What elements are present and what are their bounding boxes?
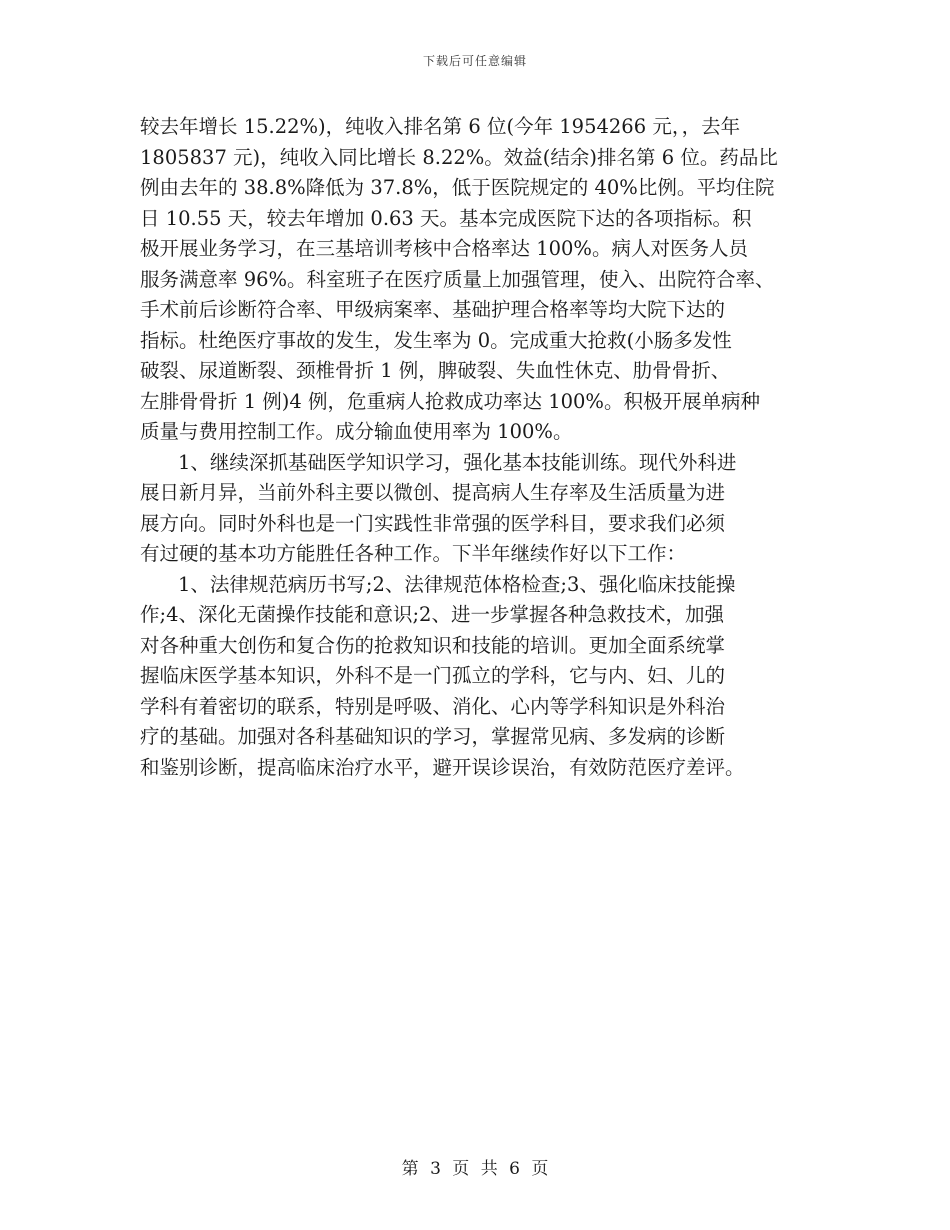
body-line: 手术前后诊断符合率、甲级病案率、基础护理合格率等均大院下达的 — [140, 298, 726, 321]
body-line: 例由去年的 38.8%降低为 37.8%，低于医院规定的 40%比例。平均住院 — [140, 176, 775, 199]
body-line: 日 10.55 天，较去年增加 0.63 天。基本完成医院下达的各项指标。积 — [140, 206, 752, 230]
body-line: 握临床医学基本知识，外科不是一门孤立的学科，它与内、妇、儿的 — [140, 664, 726, 687]
paragraph-start-line: 1、继续深抓基础医学知识学习，强化基本技能训练。现代外科进 — [178, 450, 737, 474]
body-line: 指标。杜绝医疗事故的发生，发生率为 0。完成重大抢救(小肠多发性 — [140, 328, 732, 352]
body-line: 展方向。同时外科也是一门实践性非常强的医学科目，要求我们必须 — [140, 511, 726, 535]
body-line: 对各种重大创伤和复合伤的抢救知识和技能的培训。更加全面系统掌 — [140, 633, 726, 657]
body-line: 较去年增长 15.22%)，纯收入排名第 6 位(今年 1954266 元，，去年 — [140, 115, 741, 138]
body-line: 左腓骨骨折 1 例)4 例，危重病人抢救成功率达 100%。积极开展单病种 — [140, 389, 760, 413]
body-line: 服务满意率 96%。科室班子在医疗质量上加强管理，使入、出院符合率、 — [140, 267, 775, 291]
body-line: 学科有着密切的联系，特别是呼吸、消化、心内等学科知识是外科治 — [140, 694, 726, 718]
body-line: 作;4、深化无菌操作技能和意识;2、进一步掌握各种急救技术，加强 — [140, 603, 724, 626]
body-line: 1805837 元)，纯收入同比增长 8.22%。效益(结余)排名第 6 位。药品比 — [140, 145, 778, 169]
body-line: 极开展业务学习，在三基培训考核中合格率达 100%。病人对医务人员 — [140, 237, 748, 260]
body-line: 有过硬的基本功方能胜任各种工作。下半年继续作好以下工作： — [140, 542, 687, 565]
body-line: 破裂、尿道断裂、颈椎骨折 1 例，脾破裂、失血性休克、肋骨骨折、 — [140, 359, 731, 382]
document-body — [140, 112, 830, 783]
page-number: 第 3 页 共 6 页 — [401, 1159, 549, 1179]
body-line: 展日新月异，当前外科主要以微创、提高病人生存率及生活质量为进 — [140, 481, 726, 504]
paragraph-start-line: 1、法律规范病历书写;2、法律规范体格检查;3、强化临床技能操 — [178, 572, 736, 596]
body-line: 和鉴别诊断，提高临床治疗水平，避开误诊误治，有效防范医疗差评。 — [140, 755, 745, 779]
body-line: 质量与费用控制工作。成分输血使用率为 100%。 — [140, 420, 573, 443]
page-header: 下载后可任意编辑 — [422, 54, 527, 68]
body-line: 疗的基础。加强对各科基础知识的学习，掌握常见病、多发病的诊断 — [140, 725, 726, 748]
